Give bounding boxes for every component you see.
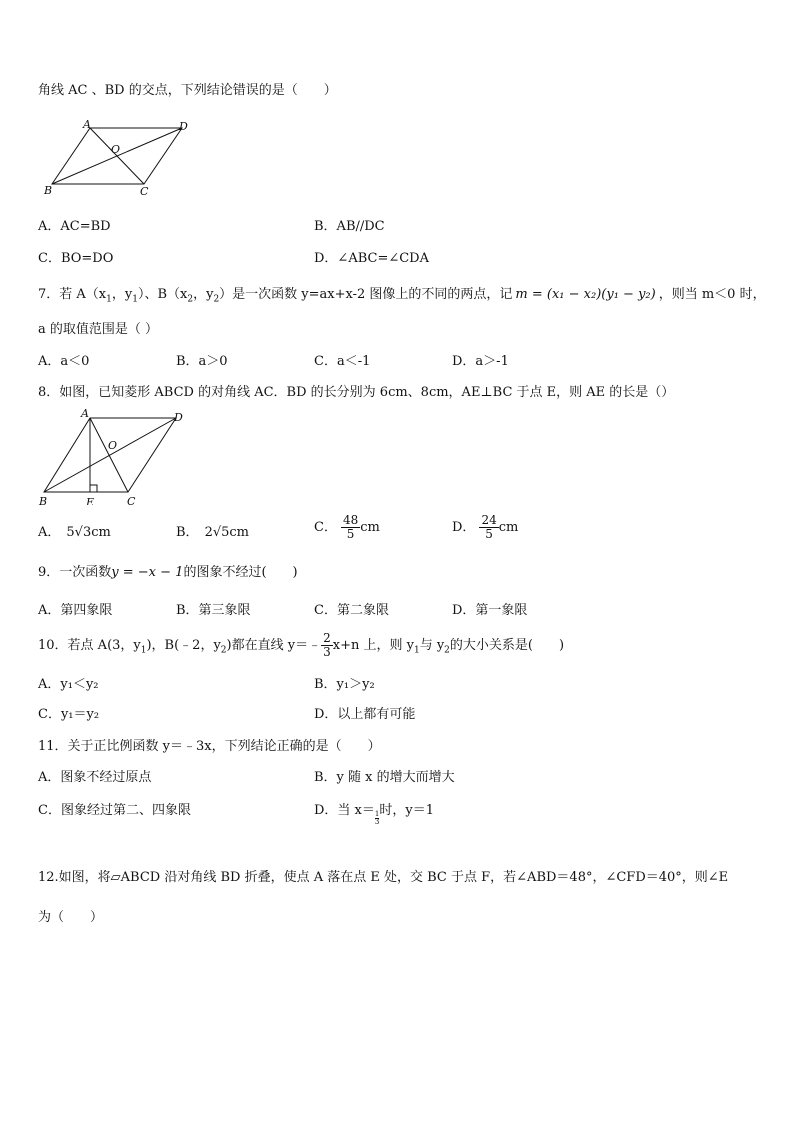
q12-stem-line1: 12.如图，将▱ABCD 沿对角线 BD 折叠，使点 A 落在点 E 处，交 BC 于点 F，若∠ABD＝48°，∠CFD＝40°，则∠E: [38, 870, 729, 885]
q7-stem-line2: a 的取值范围是（ ）: [38, 322, 159, 337]
q8-label-b: B: [39, 495, 48, 505]
q6-label-o: O: [111, 143, 121, 156]
q7-option-a: A．a＜0: [38, 354, 90, 369]
q10-option-d: D．以上都有可能: [314, 707, 416, 722]
q11-option-a: A．图象不经过原点: [38, 770, 152, 785]
q6-stem-tail: 角线 AC 、BD 的交点，下列结论错误的是（ ）: [38, 83, 337, 98]
q7-stem-line1: 7．若 $A(x_1$，$y_1$）、$B(x_2$，$y_2$）是一次函数 y=ax+x-2 图像上的不同的两点，记 m = (x₁ − x₂)(y₁ − y₂) ，则当 m＜0 时，: [38, 287, 766, 305]
q9-option-b: B．第三象限: [176, 603, 251, 618]
q9-option-a: A．第四象限: [38, 603, 113, 618]
q8-option-b: B． 2√5cm: [176, 525, 249, 540]
q6-option-a: A．AC=BD: [38, 219, 111, 234]
q7-option-d: D．a＞-1: [452, 354, 509, 369]
q12-stem-line2: 为（ ）: [38, 910, 104, 925]
q9-option-c: C．第二象限: [314, 603, 389, 618]
q8-option-c: C． $\frac{48}{5}$ cm: [314, 513, 380, 541]
q9-stem: 9．一次函数y = −x − 1的图象不经过( ): [38, 565, 298, 580]
q8-label-a: A: [81, 407, 89, 420]
q10-option-a: A．y₁＜y₂: [38, 677, 99, 692]
q8-option-c-fraction: $\frac{48}{5}$: [342, 513, 359, 541]
q10-option-b: B．y₁＞y₂: [314, 677, 375, 692]
q8-option-a: A． 5√3cm: [38, 525, 111, 540]
q8-label-o: O: [108, 439, 118, 452]
q8-rhombus-figure: [38, 405, 198, 505]
q6-option-d: D．∠ABC=∠CDA: [314, 251, 429, 266]
q10-option-c: C．y₁＝y₂: [38, 707, 100, 722]
q11-option-b: B．y 随 x 的增大而增大: [314, 770, 455, 785]
q10-stem: 10．若点 A(3，$y_1$)，B(﹣2，$y_2$)都在直线 y＝﹣ $\frac{2}{3}$ x+n 上，则 $y_1$与 $y_2$的大小关系是( ): [38, 631, 565, 659]
q11-option-d-fraction: $\frac{1}{3}$: [374, 810, 380, 826]
q6-option-b: B．AB//DC: [314, 219, 385, 234]
q6-label-c: C: [140, 185, 149, 198]
q11-stem: 11．关于正比例函数 y＝﹣3x，下列结论正确的是（ ）: [38, 739, 381, 754]
q9-option-d: D．第一象限: [452, 603, 528, 618]
q6-parallelogram-figure: [38, 118, 198, 198]
q11-option-d: D．当 x＝ $\frac{1}{3}$ 时，y＝1: [314, 803, 434, 826]
q8-label-e: E: [86, 496, 95, 505]
q11-option-c: C．图象经过第二、四象限: [38, 803, 191, 818]
q6-label-d: D: [179, 120, 188, 133]
q7-math-expr: m = (x₁ − x₂)(y₁ − y₂): [515, 287, 656, 302]
q6-option-c: C．BO=DO: [38, 251, 114, 266]
q9-math: y = −x − 1: [111, 565, 184, 580]
q8-label-c: C: [127, 495, 136, 505]
q7-option-b: B．a＞0: [176, 354, 228, 369]
q8-label-d: D: [174, 411, 183, 424]
q7-option-c: C．a＜-1: [314, 354, 371, 369]
q8-option-d: D． $\frac{24}{5}$ cm: [452, 513, 519, 541]
q8-stem: 8．如图，已知菱形 ABCD 的对角线 AC．BD 的长分别为 6cm、8cm，AE⊥BC 于点 E，则 AE 的长是（）: [38, 385, 675, 400]
q6-label-a: A: [83, 118, 91, 131]
q6-label-b: B: [44, 184, 53, 197]
q8-option-d-fraction: $\frac{24}{5}$: [481, 513, 497, 541]
q10-fraction: $\frac{2}{3}$: [323, 631, 331, 659]
